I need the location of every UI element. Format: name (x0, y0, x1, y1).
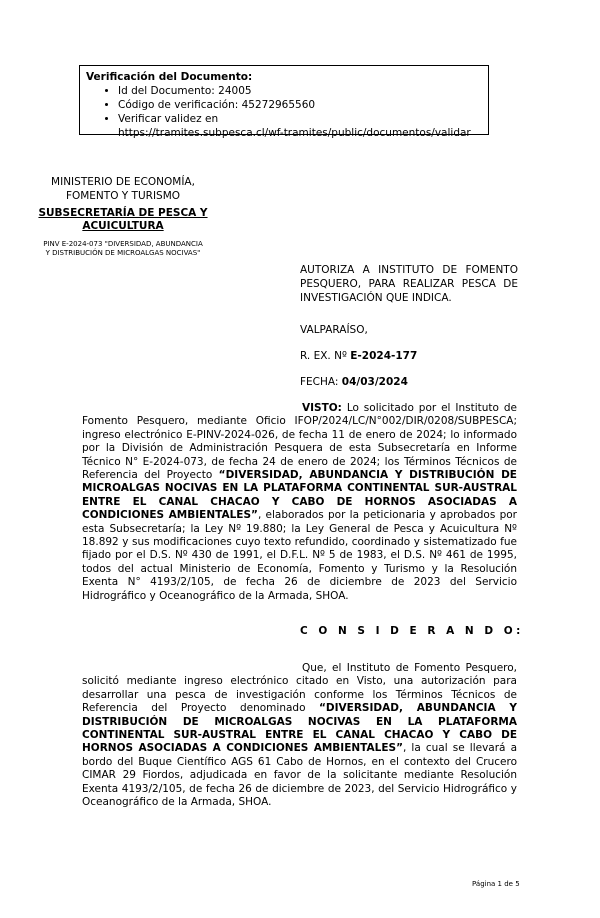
subsecretaria-name (28, 207, 218, 233)
list-item (118, 112, 482, 140)
subsecretaria-line: SUBSECRETARÍA DE PESCA Y (38, 207, 208, 219)
city: VALPARAÍSO, (300, 324, 368, 336)
fecha-value: 04/03/2024 (341, 376, 408, 388)
visto-paragraph (82, 402, 517, 603)
resolution-date (300, 375, 408, 389)
page-number: Página 1 de 5 (472, 880, 520, 888)
verification-link[interactable]: https://tramites.subpesca.cl/wf-tramites/public/documentos/validar (118, 127, 471, 139)
considerando-text: Que, el Instituto de Fomento Pesquero, solicitó mediante ingreso electrónico citado en Visto, una autorización para desarrollar una pesca de investigación conforme los Términos Técnicos de Referencia del Proyecto denominado (82, 662, 517, 715)
rex-label: R. EX. Nº (300, 350, 347, 362)
project-code-line: Y DISTRIBUCIÓN DE MICROALGAS NOCIVAS" (45, 249, 201, 257)
considerando-paragraph (82, 662, 517, 809)
ministry-name (28, 175, 218, 203)
rex-value: E-2024-177 (350, 350, 418, 362)
ministry-line: FOMENTO Y TURISMO (65, 190, 181, 202)
list-item: • Código de verificación: 45272965560 (118, 98, 482, 112)
visto-text: , elaborados por la peticionaria y aprobados por esta Subsecretaría; la Ley Nº 19.880; la Ley General de Pesca y Acuicultura Nº 18.892 y sus modificaciones cuyo texto refundido, coordinado y sistematizado fue fijado por el D.S. Nº 430 de 1991, el D.F.L. Nº 5 de 1983, el D.S. Nº 461 de 1995, todos del actual Ministerio de Economía, Fomento y Turismo y la Resolución Exenta N° 4193/2/105, de fecha 26 de diciembre de 2023 del Servicio Hidrográfico y Oceanográfico de la Armada, SHOA. (82, 509, 517, 602)
visto-text: Lo solicitado por el Instituto de Fomento Pesquero, mediante Oficio IFOP/2024/LC/N°002/DIR/0208/SUBPESCA; ingreso electrónico E-PINV-2024-026, de fecha 11 de enero de 2024; lo informado por la División de Administración Pesquera de esta Subsecretaría en Informe Técnico N° E-2024-073, de fecha 24 de enero de 2024; los Términos Técnicos de Referencia del Proyecto (82, 402, 517, 482)
resolution-number (300, 349, 417, 363)
fecha-label: FECHA: (300, 376, 339, 388)
project-code-line: PINV E-2024-073 "DIVERSIDAD, ABUNDANCIA (43, 240, 203, 248)
verification-list (86, 84, 482, 140)
ministry-line: MINISTERIO DE ECONOMÍA, (51, 176, 195, 188)
list-item: • Id del Documento: 24005 (118, 84, 482, 98)
subsecretaria-line: ACUICULTURA (82, 220, 164, 232)
considerando-heading: C O N S I D E R A N D O: (300, 625, 524, 637)
visto-project-title: “DIVERSIDAD, ABUNDANCIA Y DISTRIBUCIÓN DE MICROALGAS NOCIVAS EN LA PLATAFORMA CONTINENTAL SUR-AUSTRAL ENTRE EL CANAL CHACAO Y CABO DE HORNOS ASOCIADAS A CONDICIONES AMBIENTALES” (82, 469, 517, 522)
verification-title: Verificación del Documento: (86, 71, 253, 83)
project-code (28, 240, 218, 258)
verification-box (79, 65, 489, 139)
considerando-project-title: “DIVERSIDAD, ABUNDANCIA Y DISTRIBUCIÓN DE MICROALGAS NOCIVAS EN LA PLATAFORMA CONTINENTAL SUR-AUSTRAL ENTRE EL CANAL CHACAO Y CABO DE HORNOS ASOCIADAS A CONDICIONES AMBIENTALES” (82, 702, 517, 755)
visto-label: VISTO: (302, 402, 342, 414)
resolution-summary: AUTORIZA A INSTITUTO DE FOMENTO PESQUERO, PARA REALIZAR PESCA DE INVESTIGACIÓN QUE INDICA. (300, 264, 518, 304)
verify-label: Verificar validez en (118, 113, 219, 125)
considerando-text: , la cual se llevará a bordo del Buque Científico AGS 61 Cabo de Hornos, en el contexto del Crucero CIMAR 29 Fiordos, adjudicada en favor de la solicitante mediante Resolución Exenta 4193/2/105, de fecha 26 de diciembre de 2023, del Servicio Hidrográfico y Oceanográfico de la Armada, SHOA. (82, 742, 518, 809)
